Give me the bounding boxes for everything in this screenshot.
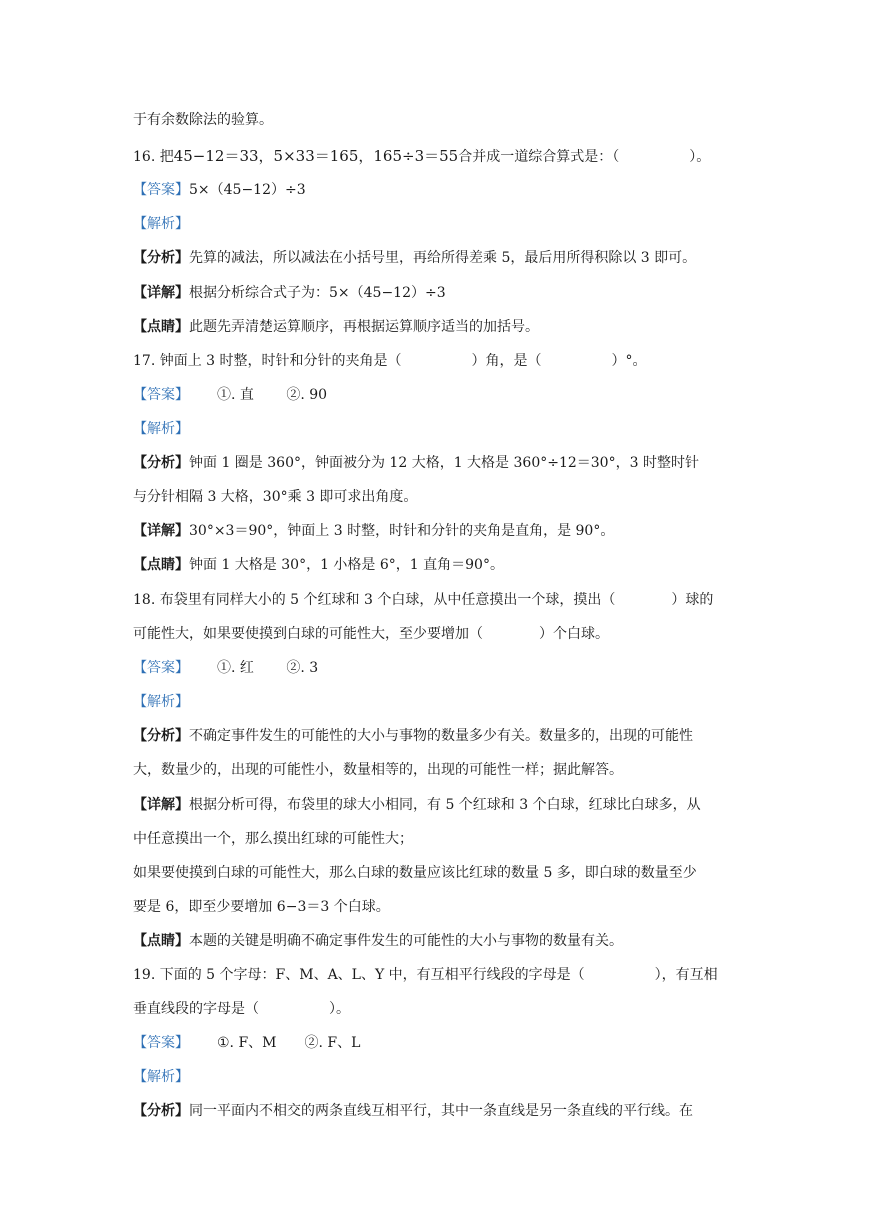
fenxi-text: 不确定事件发生的可能性的大小与事物的数量多少有关。数量多的，出现的可能性	[189, 728, 693, 744]
xiangjie-tag: 【详解】	[133, 797, 189, 813]
jiexi-line	[133, 214, 743, 234]
question-17	[133, 351, 743, 371]
jiexi-line	[133, 1067, 743, 1087]
answer-tag: 【答案】	[133, 182, 189, 198]
question-math: 45−12＝33，5×33＝165，165÷3＝55	[173, 147, 459, 165]
fenxi-line-cont	[133, 760, 743, 780]
question-18	[133, 590, 743, 610]
dianjing-line	[133, 555, 743, 575]
jiexi-tag: 【解析】	[133, 216, 189, 232]
xiangjie-tag: 【详解】	[133, 523, 189, 539]
question-19-cont	[133, 999, 743, 1019]
xiangjie-line	[133, 795, 743, 815]
dianjing-text: 此题先弄清楚运算顺序，再根据运算顺序适当的加括号。	[189, 319, 539, 335]
answer-tag: 【答案】	[133, 1035, 189, 1051]
xiangjie-text: 根据分析综合式子为：5×（45−12）÷3	[189, 285, 446, 301]
question-text: 17. 钟面上 3 时整，时针和分针的夹角是（ ）角，是（ ）°。	[133, 353, 647, 369]
dianjing-line	[133, 317, 743, 337]
fenxi-line	[133, 1101, 743, 1121]
question-16	[133, 146, 743, 167]
dianjing-tag: 【点睛】	[133, 319, 189, 335]
xiangjie-line	[133, 521, 743, 541]
xiangjie-text: 根据分析可得，布袋里的球大小相同，有 5 个红球和 3 个白球，红球比白球多，从	[189, 797, 701, 813]
dianjing-tag: 【点睛】	[133, 557, 189, 573]
question-text: 可能性大，如果要使摸到白球的可能性大，至少要增加（ ）个白球。	[133, 626, 609, 642]
jiexi-tag: 【解析】	[133, 421, 189, 437]
fenxi-tag: 【分析】	[133, 728, 189, 744]
xiangjie-line-cont	[133, 829, 743, 849]
dianjing-text: 本题的关键是明确不确定事件发生的可能性的大小与事物的数量有关。	[189, 933, 623, 949]
xiangjie-text: 如果要使摸到白球的可能性大，那么白球的数量应该比红球的数量 5 多，即白球的数量至少	[133, 865, 697, 881]
answer-line	[133, 658, 743, 678]
xiangjie-line	[133, 283, 743, 303]
xiangjie-text: 中任意摸出一个，那么摸出红球的可能性大；	[133, 831, 413, 847]
fenxi-line	[133, 726, 743, 746]
question-19	[133, 965, 743, 985]
jiexi-line	[133, 419, 743, 439]
xiangjie-line-cont	[133, 897, 743, 917]
question-text: 垂直线段的字母是（ ）。	[133, 1001, 350, 1017]
xiangjie-line-cont	[133, 863, 743, 883]
fenxi-line	[133, 248, 743, 268]
fenxi-line	[133, 453, 743, 473]
dianjing-line	[133, 931, 743, 951]
answer-line	[133, 385, 743, 405]
question-number: 16.	[133, 149, 156, 165]
fenxi-text: 大，数量少的，出现的可能性小，数量相等的，出现的可能性一样；据此解答。	[133, 762, 623, 778]
fenxi-tag: 【分析】	[133, 1103, 189, 1119]
jiexi-tag: 【解析】	[133, 694, 189, 710]
question-text: 合并成一道综合算式是：（ ）。	[458, 149, 711, 165]
question-text: 18. 布袋里有同样大小的 5 个红球和 3 个白球，从中任意摸出一个球，摸出（ ）球的	[133, 592, 714, 608]
answer-text: ①. F、M ②. F、L	[217, 1035, 361, 1051]
fenxi-line-cont	[133, 487, 743, 507]
answer-text: ①. 直 ②. 90	[217, 387, 328, 403]
xiangjie-tag: 【详解】	[133, 285, 189, 301]
question-18-cont	[133, 624, 743, 644]
dianjing-tag: 【点睛】	[133, 933, 189, 949]
fenxi-text: 钟面 1 圈是 360°，钟面被分为 12 大格，1 大格是 360°÷12＝30°，3 时整时针	[189, 455, 699, 471]
jiexi-tag: 【解析】	[133, 1069, 189, 1085]
fenxi-text: 同一平面内不相交的两条直线互相平行，其中一条直线是另一条直线的平行线。在	[189, 1103, 693, 1119]
xiangjie-text: 要是 6，即至少要增加 6−3＝3 个白球。	[133, 899, 390, 915]
answer-line	[133, 1033, 743, 1053]
text-line	[133, 110, 743, 130]
answer-tag: 【答案】	[133, 660, 189, 676]
answer-tag: 【答案】	[133, 387, 189, 403]
answer-text: ①. 红 ②. 3	[217, 660, 319, 676]
question-text: 把	[159, 149, 174, 165]
dianjing-text: 钟面 1 大格是 30°，1 小格是 6°，1 直角＝90°。	[189, 557, 504, 573]
jiexi-line	[133, 692, 743, 712]
answer-text: 5×（45−12）÷3	[189, 182, 306, 198]
xiangjie-text: 30°×3＝90°，钟面上 3 时整，时针和分针的夹角是直角，是 90°。	[189, 523, 615, 539]
answer-line	[133, 180, 743, 200]
fenxi-text: 与分针相隔 3 大格，30°乘 3 即可求出角度。	[133, 489, 418, 505]
fenxi-tag: 【分析】	[133, 455, 189, 471]
fenxi-tag: 【分析】	[133, 250, 189, 266]
question-text: 19. 下面的 5 个字母：F、M、A、L、Y 中，有互相平行线段的字母是（ ），有互相	[133, 967, 718, 983]
paragraph-text: 于有余数除法的验算。	[133, 112, 273, 128]
fenxi-text: 先算的减法，所以减法在小括号里，再给所得差乘 5，最后用所得积除以 3 即可。	[189, 250, 697, 266]
